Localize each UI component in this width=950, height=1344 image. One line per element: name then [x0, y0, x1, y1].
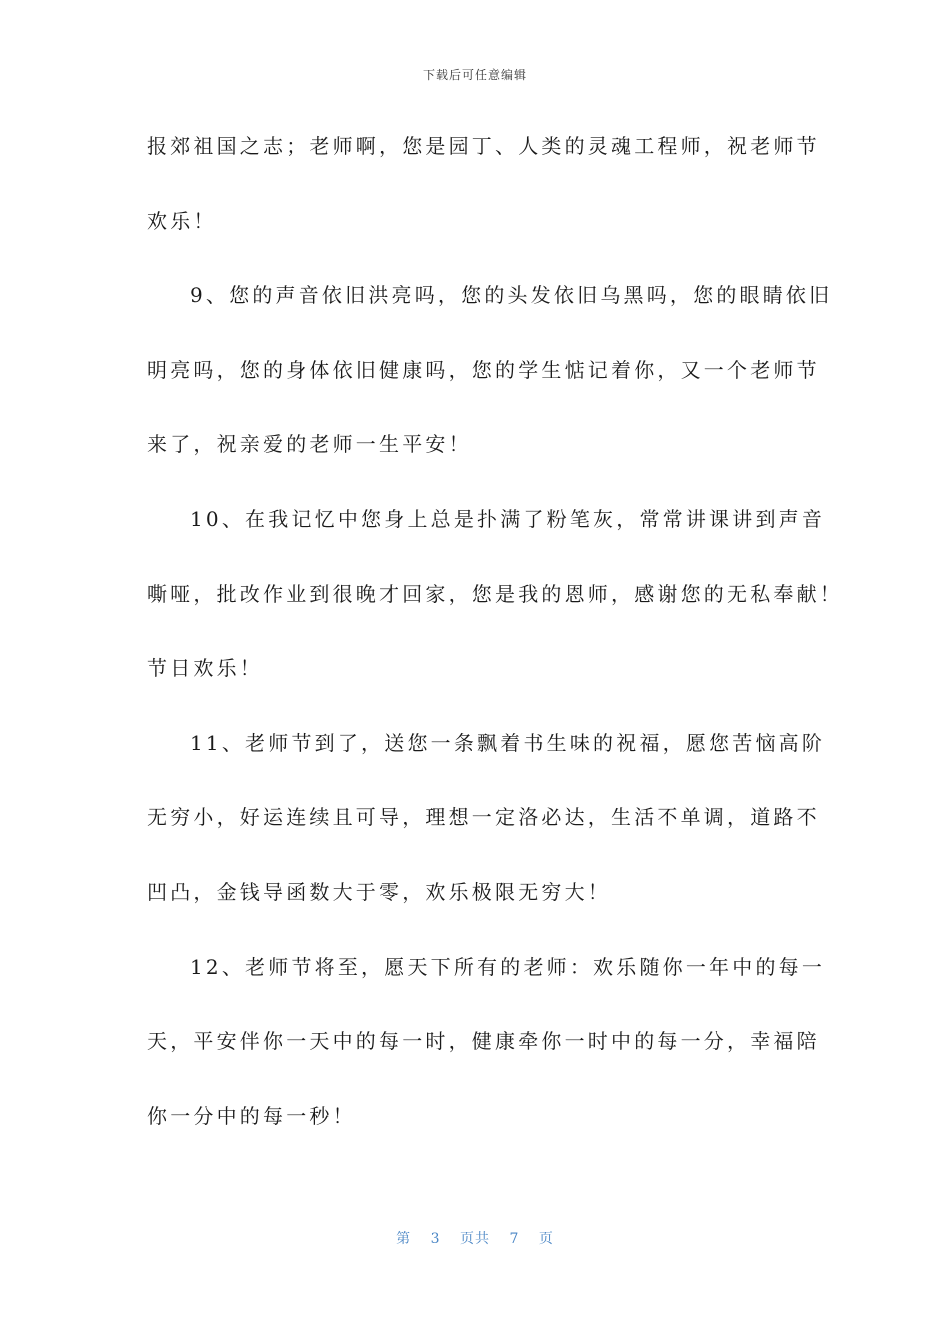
paragraph-start-11: 11、老师节到了，送您一条飘着书生味的祝福，愿您苦恼高阶: [190, 730, 826, 755]
footer-middle: 页共: [460, 1231, 490, 1247]
text-line: 天，平安伴你一天中的每一时，健康牵你一时中的每一分，幸福陪: [147, 1029, 820, 1054]
document-body: [147, 120, 843, 1164]
footer-prefix: 第: [396, 1231, 412, 1247]
text-line: 明亮吗，您的身体依旧健康吗，您的学生惦记着你，又一个老师节: [147, 357, 820, 382]
text-line: 嘶哑，批改作业到很晚才回家，您是我的恩师，感谢您的无私奉献！: [147, 581, 843, 606]
paragraph-start-12: 12、老师节将至，愿天下所有的老师：欢乐随你一年中的每一: [190, 954, 826, 979]
text-line: 你一分中的每一秒！: [147, 1103, 356, 1128]
current-page-number: 3: [430, 1231, 441, 1247]
text-line: 无穷小，好运连续且可导，理想一定洛必达，生活不单调，道路不: [147, 805, 820, 830]
page-footer: [0, 1228, 950, 1248]
paragraph-start-9: 9、您的声音依旧洪亮吗，您的头发依旧乌黑吗，您的眼睛依旧: [190, 283, 833, 308]
page-header: 下载后可任意编辑: [422, 68, 527, 82]
footer-suffix: 页: [538, 1231, 554, 1247]
paragraph-start-10: 10、在我记忆中您身上总是扑满了粉笔灰，常常讲课讲到声音: [190, 506, 826, 531]
text-line: 凹凸，金钱导函数大于零，欢乐极限无穷大！: [147, 879, 611, 904]
text-line: 来了，祝亲爱的老师一生平安！: [147, 432, 472, 457]
text-line: 欢乐！: [147, 208, 217, 233]
text-line: 报郊祖国之志；老师啊，您是园丁、人类的灵魂工程师，祝老师节: [147, 134, 820, 158]
total-pages-number: 7: [509, 1231, 520, 1247]
text-line: 节日欢乐！: [147, 656, 263, 681]
